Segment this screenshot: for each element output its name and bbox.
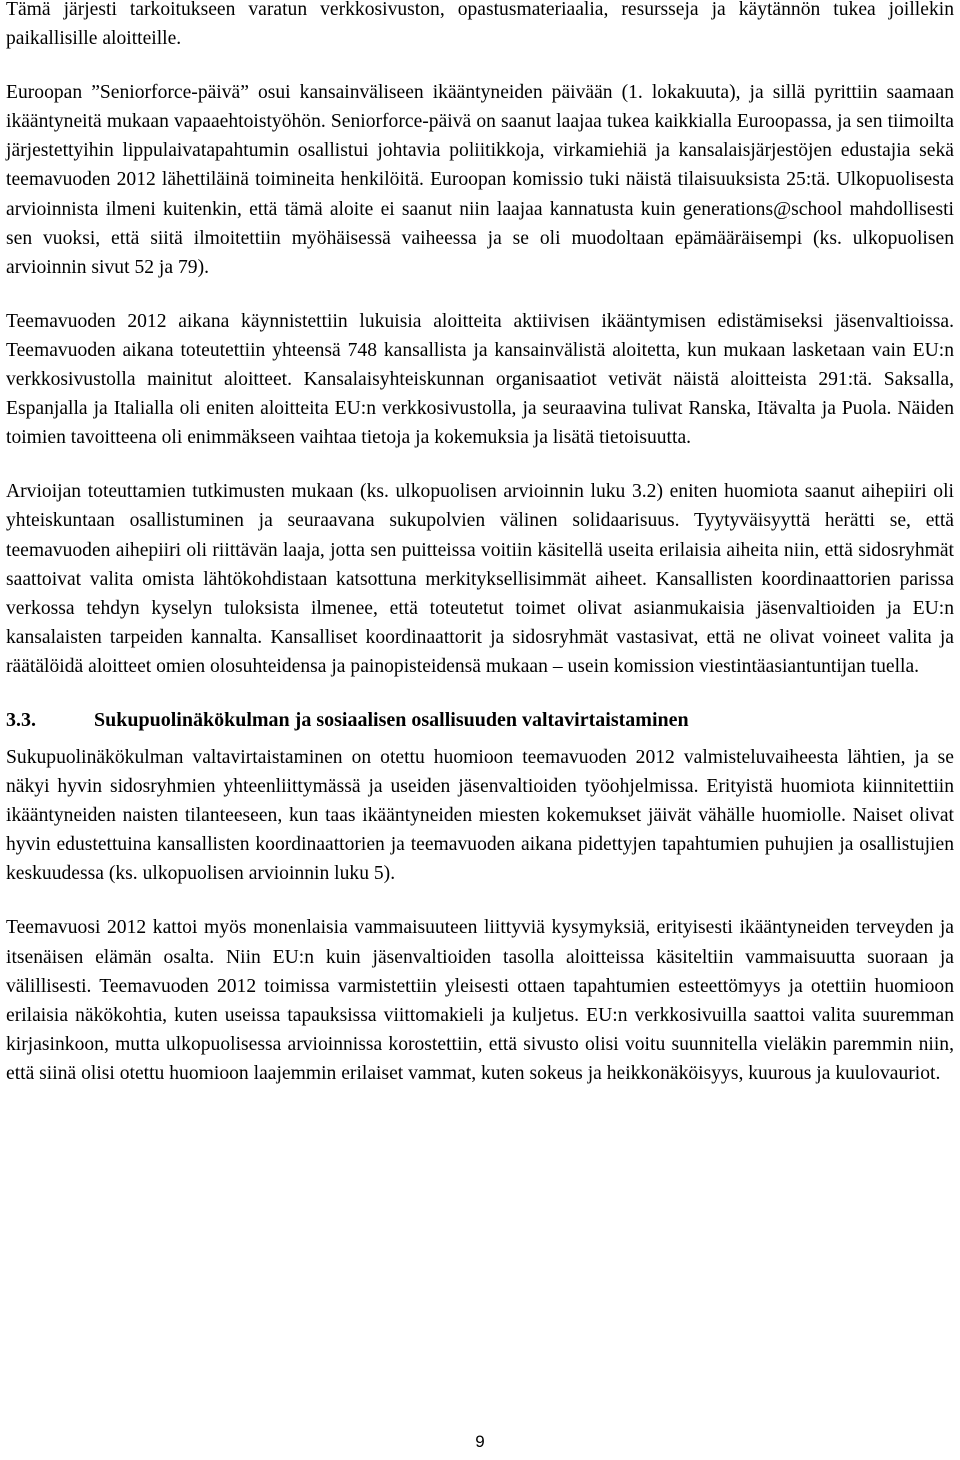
paragraph-1: Tämä järjesti tarkoitukseen varatun verkkosivuston, opastusmateriaalia, resursseja ja käytännön tukea joillekin paikallisille aloitteille. [6,0,954,50]
section-paragraph-1: Sukupuolinäkökulman valtavirtaistaminen on otettu huomioon teemavuoden 2012 valmisteluvaiheesta lähtien, ja se näkyi hyvin sidosryhmien yhteenliittymässä ja useiden jäsenvaltioiden työohjelmissa. Erityistä huomiota kiinnitettiin ikääntyneiden naisten tilanteeseen, kun taas ikääntyneiden miesten kokemukset jäivät vähälle huomiolle. Naiset olivat hyvin edustettuina kansallisten koordinaattorien ja teemavuoden aikana pidettyjen tapahtumien puhujien ja osallistujien keskuudessa (ks. ulkopuolisen arvioinnin luku 5). [6,746,954,885]
paragraph-3: Teemavuoden 2012 aikana käynnistettiin lukuisia aloitteita aktiivisen ikääntymisen edistämiseksi jäsenvaltioissa. Teemavuoden aikana toteutettiin yhteensä 748 kansallista ja kansainvälistä aloitetta, kun mukaan lasketaan vain EU:n verkkosivustolla mainitut aloitteet. Kansalaisyhteiskunnan organisaatiot vetivät näistä aloitteista 291:tä. Saksalla, Espanjalla ja Italialla oli eniten aloitteita EU:n verkkosivustolla, ja seuraavina tulivat Ranska, Itävalta ja Puola. Näiden toimien tavoitteena oli enimmäkseen vaihtaa tietoja ja kokemuksia ja lisätä tietoisuutta. [6,310,954,449]
page-number: 9 [475,1432,485,1451]
paragraph-4: Arvioijan toteuttamien tutkimusten mukaan (ks. ulkopuolisen arvioinnin luku 3.2) eniten huomiota saanut aihepiiri oli yhteiskuntaan osallistuminen ja seuraavana sukupolvien välinen solidaarisuus. Tyytyväisyyttä herätti se, että teemavuoden aihepiiri oli riittävän laaja, jotta sen puitteissa voitiin käsitellä useita erilaisia aiheita niin, että sidosryhmät saattoivat valita omista lähtökohdistaan katsottuna merkityksellisimmät aiheet. Kansallisten koordinaattorien parissa verkossa tehdyn kyselyn tuloksista ilmenee, että toteutetut toimet olivat asianmukaisia jäsenvaltioiden ja EU:n kansalaisten tarpeiden kannalta. Kansalliset koordinaattorit ja sidosryhmät vastasivat, että ne olivat voineet valita ja räätälöidä aloitteet omien olosuhteidensa ja painopisteidensä mukaan – usein komission viestintäasiantuntijan tuella. [6,481,954,677]
document-body [6,0,954,1113]
section-paragraph-2: Teemavuosi 2012 kattoi myös monenlaisia vammaisuuteen liittyviä kysymyksiä, erityisesti ikääntyneiden terveyden ja itsenäisen elämän osalta. Niin EU:n kuin jäsenvaltioiden tasolla aloitteissa käsiteltiin vammaisuutta suoraan ja välillisesti. Teemavuoden 2012 toimissa varmistettiin yleisesti ottaen tapahtumien esteettömyys ja otettiin huomioon erilaisia näkökohtia, kuten useissa tapauksissa viittomakieli ja kuljetus. EU:n verkkosivuilla saattoi valita suuremman kirjasinkoon, mutta ulkopuolisessa arvioinnissa korostettiin, että sivusto olisi voitu suunnitella vieläkin paremmin niin, että siinä olisi otettu huomioon laajemmin erilaiset vammat, kuten sokeus ja heikkonäköisyys, kuurous ja kuulovauriot. [6,917,954,1084]
section-title: Sukupuolinäkökulman ja sosiaalisen osallisuuden valtavirtaistaminen [94,708,689,731]
section-number: 3.3. [6,708,36,731]
section-heading [6,706,954,735]
paragraph-2: Euroopan ”Seniorforce-päivä” osui kansainväliseen ikääntyneiden päivään (1. lokakuuta), ja sillä pyrittiin saamaan ikääntyneitä mukaan vapaaehtoistyöhön. Seniorforce-päivä on saanut laajaa tukea kaikkialla Euroopassa, ja sen tiimoilta järjestettyihin lippulaivatapahtumin osallistui johtavia poliitikkoja, virkamiehiä ja kansalaisjärjestöjen edustajia sekä teemavuoden 2012 lähettiläinä toimineita henkilöitä. Euroopan komissio tuki näistä tilaisuuksista 25:tä. Ulkopuolisesta arvioinnista ilmeni kuitenkin, että tämä aloite ei saanut niin laajaa kannatusta kuin generations@school mahdollisesti sen vuoksi, että siitä ilmoitettiin myöhäisessä vaiheessa ja se oli muodoltaan epämääräisempi (ks. ulkopuolisen arvioinnin sivut 52 ja 79). [6,82,954,278]
